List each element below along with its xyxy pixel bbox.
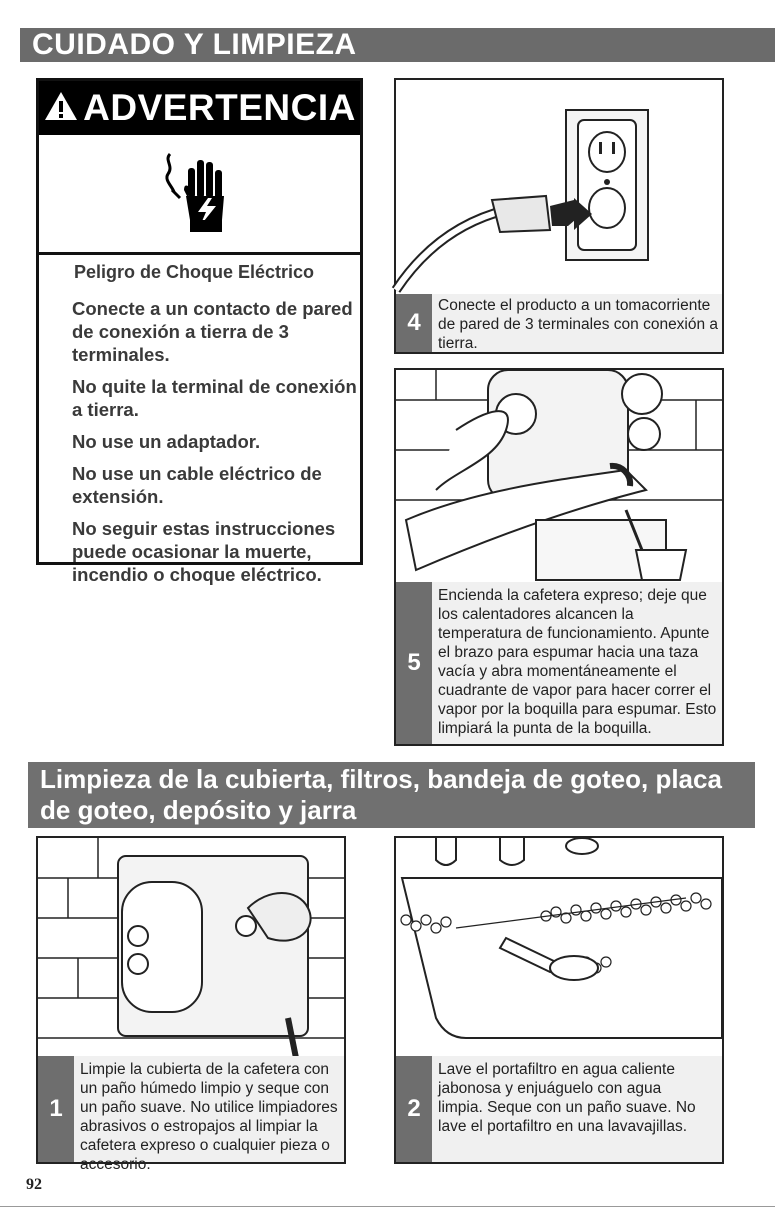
step-5-panel <box>394 368 724 746</box>
warning-heading-bar <box>39 81 360 135</box>
step-2-panel <box>394 836 724 1164</box>
step-4-tab: 4 <box>396 294 432 352</box>
step-2-tab: 2 <box>396 1056 432 1162</box>
warning-title: Peligro de Choque Eléctrico <box>74 262 315 282</box>
step-1-panel <box>36 836 346 1173</box>
page-title: CUIDADO Y LIMPIEZA <box>32 28 357 61</box>
step-4-panel <box>394 78 724 354</box>
warning-line: Conecte a un contacto de pared de conexión a tierra de 3 terminales. <box>72 298 353 365</box>
warning-body <box>72 261 357 595</box>
page-number: 92 <box>26 1176 42 1193</box>
bottom-rule <box>0 1206 775 1207</box>
warning-icon-area <box>39 135 360 255</box>
step-1-tab: 1 <box>38 1056 74 1162</box>
step-4-text: Conecte el producto a un tomacorriente de pared de 3 terminales con conexión a tierra. <box>438 297 719 352</box>
step-5-text: Encienda la cafetera expreso; deje que los calentadores alcancen la temperatura de funcionamiento. Apunte el brazo para espumar hacia una taza vacía y abra momentáneamente el cuadrante de vapor para hacer correr el vapor por la boquilla para espumar. Esto limpiará la punta de la boquilla. <box>438 587 717 737</box>
warning-line: No use un cable eléctrico de extensión. <box>72 463 322 507</box>
step-5-tab: 5 <box>396 582 432 744</box>
section-title: Limpieza de la cubierta, filtros, bandeja de goteo, placa de goteo, depósito y jarra <box>40 764 722 825</box>
warning-line: No seguir estas instrucciones puede ocasionar la muerte, incendio o choque eléctrico. <box>72 518 336 585</box>
step-2-text: Lave el portafiltro en agua caliente jabonosa y enjuáguelo con agua limpia. Seque con un paño suave. No lave el portafiltro en una lavavajillas. <box>438 1061 696 1135</box>
warning-box <box>36 78 363 585</box>
warning-line: No quite la terminal de conexión a tierra. <box>72 376 357 420</box>
warning-heading: ADVERTENCIA <box>83 87 356 128</box>
electric-shock-hand-icon <box>160 146 240 241</box>
step-1-text: Limpie la cubierta de la cafetera con un paño húmedo limpio y seque con un paño suave. No utilice limpiadores abrasivos o estropajos al limpiar la cafetera expreso o cualquier pieza o accesorio. <box>80 1061 338 1173</box>
warning-triangle-icon <box>43 90 79 127</box>
warning-line: No use un adaptador. <box>72 431 261 452</box>
